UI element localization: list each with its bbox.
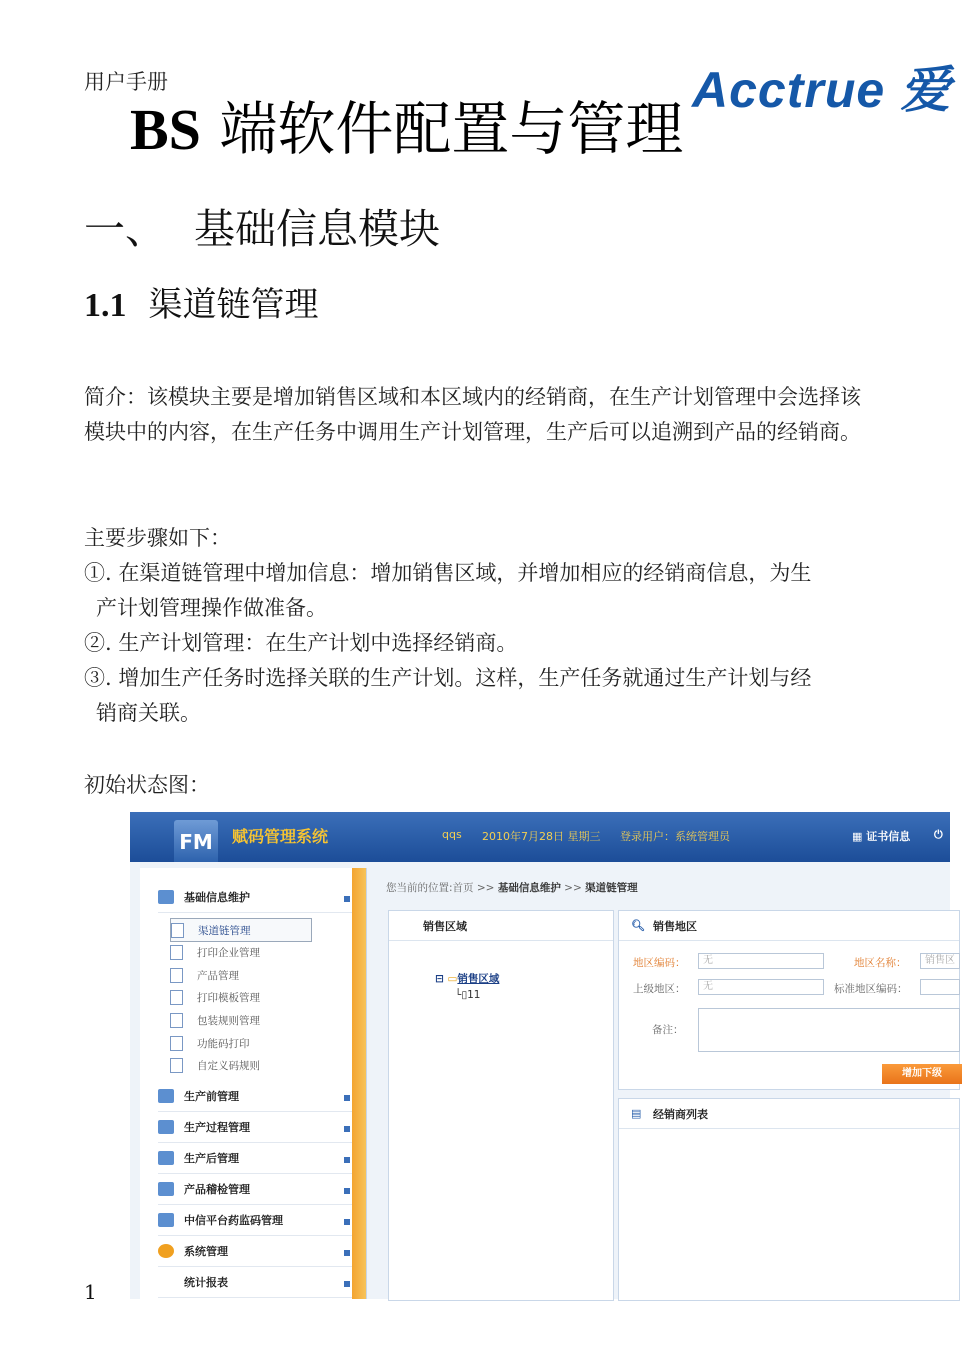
page-number: 1 — [84, 1280, 97, 1304]
sidebar-splitter[interactable] — [352, 868, 366, 1299]
search-icon: 🔍︎ — [631, 919, 645, 932]
document-icon — [170, 968, 183, 983]
expand-icon — [344, 1281, 350, 1287]
folder-icon — [158, 1151, 174, 1165]
standard-area-code-label: 标准地区编码： — [834, 983, 908, 995]
expand-icon — [344, 1126, 350, 1132]
expand-icon — [344, 1095, 350, 1101]
parent-area-field[interactable]: 无 — [698, 979, 824, 995]
expand-icon — [344, 1250, 350, 1256]
section-heading-1 — [84, 196, 440, 255]
expand-icon — [344, 1219, 350, 1225]
gear-icon — [158, 1244, 174, 1258]
step-item — [84, 556, 874, 626]
sidebar-group-pre-production[interactable]: 生产前管理 — [158, 1081, 354, 1112]
sidebar — [140, 868, 367, 1299]
logout-icon[interactable]: ⏻ — [934, 828, 943, 841]
header-label: 用户手册 — [84, 70, 168, 94]
sidebar-group-post-production[interactable]: 生产后管理 — [158, 1143, 354, 1174]
cert-info-link[interactable]: ▦ 证书信息 — [852, 830, 911, 843]
title-latin: BS — [130, 97, 201, 162]
step-line: ②. 生产计划管理：在生产计划中选择经销商。 — [84, 631, 518, 655]
sidebar-item-custom-code-rule[interactable]: 自定义码规则 — [170, 1054, 310, 1076]
app-screenshot — [130, 812, 955, 1299]
current-date: 2010年7月28日 星期三 — [482, 830, 601, 843]
document-title — [130, 82, 683, 166]
tree-panel-header: 销售区域 — [389, 911, 613, 941]
sidebar-group-basic-info[interactable]: 基础信息维护 — [158, 882, 354, 913]
remark-label: 备注： — [652, 1024, 684, 1036]
step-item — [84, 661, 874, 731]
login-user: 登录用户：系统管理员 — [620, 830, 730, 843]
acctrue-logo: Acctrue 爱 — [692, 62, 952, 118]
area-code-field[interactable]: 无 — [698, 953, 824, 969]
document-icon — [170, 1058, 183, 1073]
sales-area-panel — [618, 910, 960, 1090]
add-subordinate-button[interactable]: 增加下级 — [882, 1064, 962, 1084]
fm-logo: FM — [174, 820, 218, 862]
step-line: ①. 在渠道链管理中增加信息：增加销售区域，并增加相应的经销商信息，为生 — [84, 561, 812, 585]
sidebar-item-print-template[interactable]: 打印模板管理 — [170, 986, 310, 1008]
system-name: 赋码管理系统 — [232, 827, 329, 846]
user-code: qqs — [442, 828, 462, 841]
folder-icon — [158, 1089, 174, 1103]
area-panel-header: 🔍︎ 销售地区 — [619, 911, 959, 941]
step-line-continued: 产计划管理操作做准备。 — [96, 596, 327, 620]
document-icon — [170, 990, 183, 1005]
area-name-label: 地区名称： — [854, 957, 907, 969]
report-icon — [158, 1275, 174, 1289]
subsection-number: 1.1 — [84, 287, 127, 324]
sidebar-group-production-process[interactable]: 生产过程管理 — [158, 1112, 354, 1143]
sidebar-item-function-code-print[interactable]: 功能码打印 — [170, 1032, 310, 1054]
steps-title: 主要步骤如下： — [84, 526, 231, 550]
tree-root-node[interactable]: ⊟ ▭销售区域 — [435, 973, 500, 985]
sidebar-group-system[interactable]: 系统管理 — [158, 1236, 354, 1267]
section-number: 一、 — [84, 205, 166, 253]
document-icon: ▯ — [461, 989, 468, 1001]
document-icon — [170, 1036, 183, 1051]
section-heading-1-1 — [84, 277, 319, 326]
document-icon — [171, 923, 184, 938]
folder-icon — [158, 1120, 174, 1134]
sidebar-group-product-inspection[interactable]: 产品稽检管理 — [158, 1174, 354, 1205]
folder-icon — [158, 1213, 174, 1227]
cert-icon: ▦ — [852, 830, 867, 843]
sidebar-item-channel-chain[interactable]: 渠道链管理 — [170, 918, 312, 942]
sidebar-group-drug-code[interactable]: 中信平台药监码管理 — [158, 1205, 354, 1236]
dealer-panel-header: ▤ 经销商列表 — [619, 1099, 959, 1129]
collapse-icon — [344, 896, 350, 902]
sidebar-item-product[interactable]: 产品管理 — [170, 964, 310, 986]
remark-field[interactable] — [698, 1008, 960, 1052]
document-icon — [170, 1013, 183, 1028]
folder-icon — [158, 890, 174, 904]
area-code-label: 地区编码： — [633, 957, 686, 969]
expand-icon — [344, 1188, 350, 1194]
dealer-list-panel — [618, 1098, 960, 1301]
sales-region-tree-panel — [388, 910, 614, 1301]
intro-paragraph: 简介：该模块主要是增加销售区域和本区域内的经销商，在生产计划管理中会选择该模块中的内容，在生产任务中调用生产计划管理，生产后可以追溯到产品的经销商。 — [84, 385, 861, 444]
list-icon: ▤ — [631, 1107, 642, 1120]
figure-caption: 初始状态图： — [84, 773, 210, 797]
sidebar-group-reports[interactable]: 统计报表 — [158, 1267, 354, 1298]
breadcrumb: 您当前的位置:首页 >> 基础信息维护 >> 渠道链管理 — [386, 882, 638, 894]
folder-icon — [158, 1182, 174, 1196]
subsection-title: 渠道链管理 — [148, 285, 319, 325]
area-name-field[interactable]: 销售区 — [920, 953, 960, 969]
step-item — [84, 626, 874, 661]
step-line-continued: 销商关联。 — [96, 701, 201, 725]
section-title: 基础信息模块 — [194, 205, 440, 253]
step-line: ③. 增加生产任务时选择关联的生产计划。这样，生产任务就通过生产计划与经 — [84, 666, 812, 690]
standard-area-code-field[interactable] — [920, 979, 960, 995]
parent-area-label: 上级地区： — [633, 983, 686, 995]
tree-child-node[interactable]: └▯11 — [455, 989, 481, 1001]
document-icon — [170, 945, 183, 960]
title-chinese: 端软件配置与管理 — [200, 95, 684, 163]
sidebar-item-packaging-rule[interactable]: 包装规则管理 — [170, 1009, 310, 1031]
sidebar-item-print-enterprise[interactable]: 打印企业管理 — [170, 941, 310, 963]
expand-icon — [344, 1157, 350, 1163]
folder-icon: ▭ — [447, 973, 458, 985]
